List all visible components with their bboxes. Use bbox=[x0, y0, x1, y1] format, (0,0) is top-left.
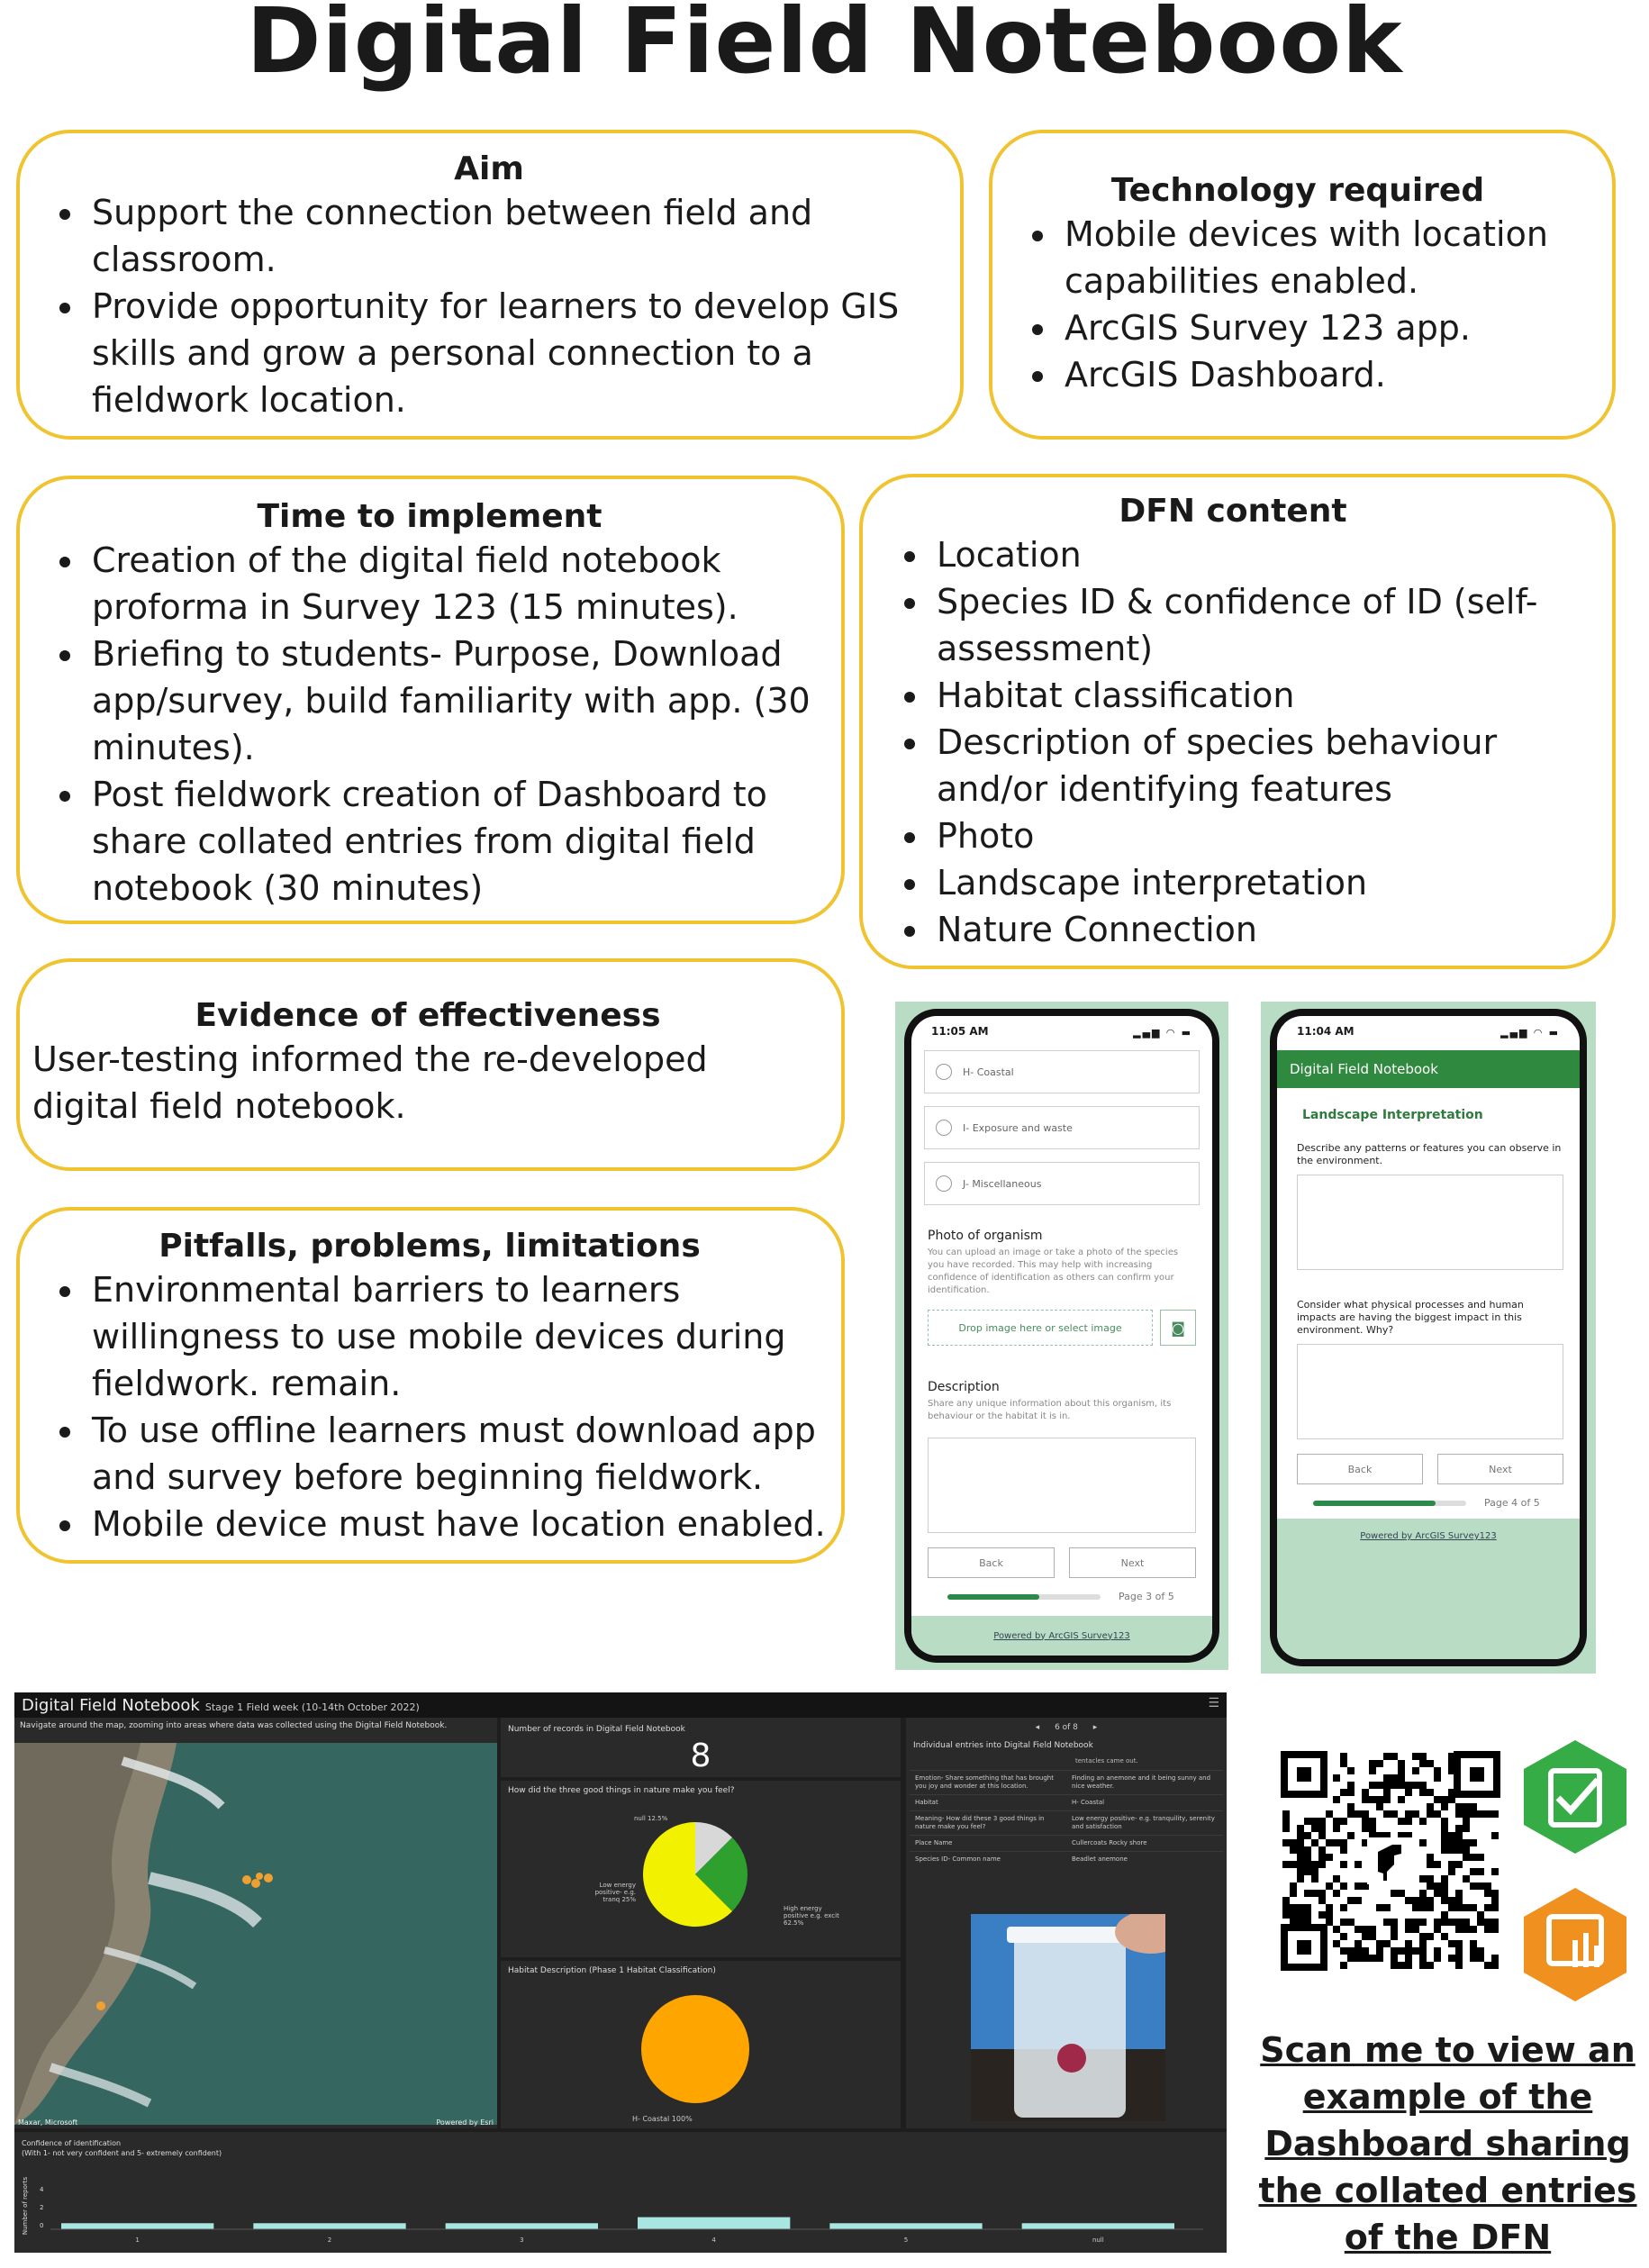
phone-screenshot-photo bbox=[895, 1002, 1228, 1670]
pitfalls-item: • To use offline learners must download app and survey before beginning fieldwork. bbox=[86, 1407, 832, 1501]
x-tick-label: 3 bbox=[520, 2236, 524, 2244]
habitat-pie-chart[interactable] bbox=[501, 1979, 901, 2123]
aim-item: • Provide opportunity for learners to develop GIS skills and grow a personal connection to a fieldwork location. bbox=[86, 283, 951, 423]
technology-heading: Technology required bbox=[1110, 172, 1485, 209]
time-list bbox=[27, 537, 832, 912]
aim-box bbox=[16, 130, 964, 440]
technology-list bbox=[992, 211, 1603, 398]
pager-next-icon[interactable]: ▸ bbox=[1092, 1723, 1098, 1732]
description-textarea[interactable] bbox=[928, 1438, 1196, 1533]
radio-icon bbox=[936, 1064, 952, 1080]
back-button[interactable]: Back bbox=[928, 1547, 1055, 1578]
map-credit: Powered by Esri bbox=[436, 2118, 494, 2127]
content-item: • Habitat classification bbox=[931, 672, 1603, 719]
powered-link[interactable]: Powered by ArcGIS Survey123 bbox=[993, 1630, 1130, 1641]
survey-header: Digital Field Notebook bbox=[1277, 1050, 1580, 1088]
records-value: 8 bbox=[690, 1737, 711, 1774]
pie-slice[interactable] bbox=[641, 1995, 749, 2103]
technology-item: • Mobile devices with location capabilities enabled. bbox=[1059, 211, 1603, 304]
pager-prev-icon[interactable]: ◂ bbox=[1035, 1723, 1040, 1732]
dashboard-title: Digital Field Notebook bbox=[22, 1696, 200, 1715]
satellite-map[interactable] bbox=[14, 1743, 497, 2125]
content-item: • Location bbox=[931, 531, 1603, 578]
phone-screen bbox=[1277, 1016, 1580, 1659]
entry-field: Species ID- Common name bbox=[915, 1855, 1001, 1863]
radio-option[interactable] bbox=[924, 1050, 1200, 1093]
next-button[interactable]: Next bbox=[1437, 1454, 1563, 1484]
page-indicator: Page 3 of 5 bbox=[1119, 1591, 1174, 1602]
map-caption: Navigate around the map, zooming into areas where data was collected using the Digital Field Notebook. bbox=[20, 1721, 448, 1730]
phone-screenshot-landscape bbox=[1261, 1002, 1596, 1674]
pie1-label: Low energy positive- e.g. tranq 25% bbox=[594, 1882, 636, 1903]
entry-value: Low energy positive- e.g. tranquility, serenity and satisfaction bbox=[1072, 1815, 1215, 1830]
content-list bbox=[863, 531, 1603, 953]
content-item: • Description of species behaviour and/or identifying features bbox=[931, 719, 1603, 812]
y-tick: 2 bbox=[40, 2204, 44, 2211]
powered-link[interactable]: Powered by ArcGIS Survey123 bbox=[1360, 1531, 1497, 1541]
content-item: • Species ID & confidence of ID (self-assessment) bbox=[931, 578, 1603, 672]
signal-icon: ▂▄▆ ◠ ▬ bbox=[1500, 1027, 1560, 1039]
entry-field: Habitat bbox=[915, 1799, 938, 1806]
radio-option-label: J- Miscellaneous bbox=[963, 1177, 1042, 1190]
nav-buttons bbox=[1297, 1454, 1563, 1484]
entries-title: Individual entries into Digital Field Notebook bbox=[913, 1741, 1093, 1750]
evidence-text: User-testing informed the re-developed digital field notebook. bbox=[32, 1039, 708, 1126]
confidence-bar-chart[interactable] bbox=[50, 2179, 1221, 2251]
description-label: Description bbox=[928, 1380, 1000, 1394]
entry-value: Beadlet anemone bbox=[1072, 1855, 1128, 1863]
dashboard-screenshot bbox=[14, 1692, 1227, 2253]
radio-icon bbox=[936, 1175, 952, 1192]
map-panel bbox=[14, 1718, 497, 2128]
phone-frame bbox=[904, 1009, 1219, 1663]
radio-icon bbox=[936, 1120, 952, 1136]
aim-item: • Support the connection between field and classroom. bbox=[86, 189, 951, 283]
radio-option-label: H- Coastal bbox=[963, 1066, 1014, 1078]
records-label: Number of records in Digital Field Notebook bbox=[508, 1725, 685, 1734]
x-tick-label: 1 bbox=[135, 2236, 140, 2244]
entry-value: Finding an anemone and it being sunny and nice weather. bbox=[1072, 1774, 1211, 1790]
bar[interactable] bbox=[61, 2223, 213, 2229]
radio-option[interactable] bbox=[924, 1162, 1200, 1205]
status-bar bbox=[1277, 1016, 1580, 1050]
technology-item: • ArcGIS Dashboard. bbox=[1059, 351, 1603, 398]
aim-list bbox=[27, 189, 951, 423]
question-label: Describe any patterns or features you can observe in the environment. bbox=[1297, 1142, 1562, 1166]
entry-field: Place Name bbox=[915, 1839, 953, 1846]
evidence-heading: Evidence of effectiveness bbox=[195, 997, 661, 1034]
records-indicator bbox=[501, 1718, 901, 1777]
content-item: • Landscape interpretation bbox=[931, 859, 1603, 906]
answer-textarea[interactable] bbox=[1297, 1344, 1563, 1439]
powered-footer bbox=[911, 1616, 1212, 1656]
dashboard-subtitle: Stage 1 Field week (10-14th October 2022) bbox=[204, 1701, 420, 1713]
status-bar bbox=[911, 1016, 1212, 1050]
next-button[interactable]: Next bbox=[1069, 1547, 1196, 1578]
phone-screen bbox=[911, 1016, 1212, 1656]
table-row bbox=[910, 1851, 1223, 1867]
time-item: • Creation of the digital field notebook proforma in Survey 123 (15 minutes). bbox=[86, 537, 832, 631]
organism-photo bbox=[971, 1914, 1165, 2121]
map-point bbox=[264, 1873, 273, 1882]
y-tick: 0 bbox=[40, 2222, 44, 2229]
page-title: Digital Field Notebook bbox=[246, 0, 1403, 94]
radio-option-label: I- Exposure and waste bbox=[963, 1121, 1073, 1134]
bar[interactable] bbox=[1022, 2223, 1174, 2229]
entry-field: Meaning- How did these 3 good things in nature make you feel? bbox=[915, 1815, 1045, 1830]
y-tick: 4 bbox=[40, 2186, 44, 2193]
scan-instruction[interactable]: Scan me to view an example of the Dashboard sharing the collated entries of the DFN bbox=[1258, 2030, 1637, 2257]
pie2-label: H- Coastal 100% bbox=[632, 2115, 693, 2123]
qr-code-icon[interactable] bbox=[1281, 1751, 1500, 1971]
x-tick-label: 5 bbox=[903, 2236, 909, 2244]
pie-chart-panel bbox=[501, 1781, 901, 1957]
bar[interactable] bbox=[446, 2223, 598, 2229]
aim-heading: Aim bbox=[454, 150, 524, 187]
pie-chart-panel bbox=[501, 1961, 901, 2128]
bar[interactable] bbox=[829, 2223, 982, 2229]
content-heading: DFN content bbox=[1119, 493, 1347, 530]
dashboards-icon bbox=[1522, 1886, 1628, 2003]
entries-table bbox=[910, 1770, 1223, 1867]
menu-icon[interactable]: ☰ bbox=[1208, 1696, 1219, 1710]
table-row bbox=[910, 1810, 1223, 1835]
entry-value: H- Coastal bbox=[1072, 1799, 1105, 1806]
progress-bar bbox=[1313, 1501, 1466, 1506]
status-time: 11:05 AM bbox=[931, 1025, 989, 1038]
pitfalls-box bbox=[16, 1207, 845, 1564]
x-tick-label: 2 bbox=[327, 2236, 332, 2244]
survey123-icon bbox=[1522, 1738, 1628, 1855]
table-row bbox=[910, 1770, 1223, 1794]
pie1-label: null 12.5% bbox=[634, 1815, 668, 1822]
signal-icon: ▂▄▆ ◠ ▬ bbox=[1133, 1027, 1192, 1039]
pie2-title: Habitat Description (Phase 1 Habitat Classification) bbox=[508, 1966, 716, 1975]
table-row bbox=[910, 1835, 1223, 1851]
bar[interactable] bbox=[638, 2218, 790, 2229]
photo-label: Photo of organism bbox=[928, 1229, 1043, 1243]
conf-subtitle: (With 1- not very confident and 5- extremely confident) bbox=[22, 2149, 222, 2157]
status-time: 11:04 AM bbox=[1297, 1025, 1355, 1038]
conf-title: Confidence of identification bbox=[22, 2139, 122, 2147]
pitfalls-item: • Mobile device must have location enabled. bbox=[86, 1501, 832, 1547]
entries-panel bbox=[906, 1718, 1227, 2128]
page-indicator: Page 4 of 5 bbox=[1484, 1497, 1540, 1509]
x-tick-label: 4 bbox=[711, 2236, 716, 2244]
progress-row bbox=[1313, 1497, 1580, 1509]
progress-row bbox=[947, 1591, 1212, 1602]
entries-pager bbox=[906, 1718, 1227, 1732]
time-item: • Post fieldwork creation of Dashboard to share collated entries from digital field notebook (30 minutes) bbox=[86, 771, 832, 912]
progress-fill bbox=[947, 1594, 1039, 1600]
content-item: • Nature Connection bbox=[931, 906, 1603, 953]
back-button[interactable]: Back bbox=[1297, 1454, 1423, 1484]
pie1-label: High energy positive e.g. excit 62.5% bbox=[784, 1905, 839, 1927]
drop-image-zone[interactable]: Drop image here or select image bbox=[928, 1310, 1153, 1346]
technology-item: • ArcGIS Survey 123 app. bbox=[1059, 304, 1603, 351]
time-box bbox=[16, 476, 845, 924]
entry-field: Emotion- Share something that has brought you joy and wonder at this location. bbox=[915, 1774, 1054, 1790]
phone-frame bbox=[1270, 1009, 1587, 1666]
time-heading: Time to implement bbox=[257, 498, 603, 535]
nav-buttons bbox=[928, 1547, 1196, 1578]
section-title: Landscape Interpretation bbox=[1302, 1108, 1483, 1122]
progress-bar bbox=[947, 1594, 1101, 1600]
content-box bbox=[859, 474, 1616, 969]
powered-footer bbox=[1277, 1519, 1580, 1659]
time-item: • Briefing to students- Purpose, Download app/survey, build familiarity with app. (30 minutes). bbox=[86, 631, 832, 771]
feelings-pie-chart[interactable] bbox=[501, 1802, 901, 1955]
entries-top-text: tentacles came out. bbox=[1075, 1757, 1138, 1765]
pitfalls-heading: Pitfalls, problems, limitations bbox=[159, 1228, 701, 1265]
progress-fill bbox=[1313, 1501, 1436, 1506]
map-point bbox=[251, 1879, 260, 1888]
pitfalls-item: • Environmental barriers to learners willingness to use mobile devices during fieldwork. remain. bbox=[86, 1266, 832, 1407]
dashboard-header bbox=[14, 1692, 1227, 1718]
entry-value: Cullercoats Rocky shore bbox=[1072, 1839, 1147, 1846]
pie1-title: How did the three good things in nature make you feel? bbox=[508, 1786, 735, 1795]
map-point bbox=[242, 1875, 251, 1884]
technology-box bbox=[989, 130, 1616, 440]
photo-help: You can upload an image or take a photo of the species you have recorded. This may help with increasing confidence of identification as others can confirm your identification. bbox=[928, 1247, 1179, 1295]
radio-option[interactable] bbox=[924, 1106, 1200, 1149]
confidence-bar-panel bbox=[14, 2132, 1227, 2253]
answer-textarea[interactable] bbox=[1297, 1175, 1563, 1270]
conf-ylabel: Number of reports bbox=[22, 2176, 30, 2236]
content-item: • Photo bbox=[931, 812, 1603, 859]
pager-text: 6 of 8 bbox=[1055, 1723, 1078, 1732]
question-label: Consider what physical processes and human impacts are having the biggest impact in this environment. Why? bbox=[1297, 1299, 1524, 1336]
description-help: Share any unique information about this organism, its behaviour or the habitat it is in. bbox=[928, 1399, 1172, 1421]
photo-upload-row bbox=[928, 1310, 1196, 1346]
camera-icon[interactable]: ◙ bbox=[1160, 1310, 1196, 1346]
pitfalls-list bbox=[27, 1266, 832, 1547]
map-point bbox=[96, 2001, 105, 2010]
map-point bbox=[256, 1873, 263, 1880]
x-tick-label: null bbox=[1092, 2236, 1104, 2244]
table-row bbox=[910, 1794, 1223, 1810]
bar[interactable] bbox=[253, 2223, 405, 2229]
evidence-box bbox=[16, 958, 845, 1171]
map-credit: Maxar, Microsoft bbox=[18, 2118, 78, 2127]
